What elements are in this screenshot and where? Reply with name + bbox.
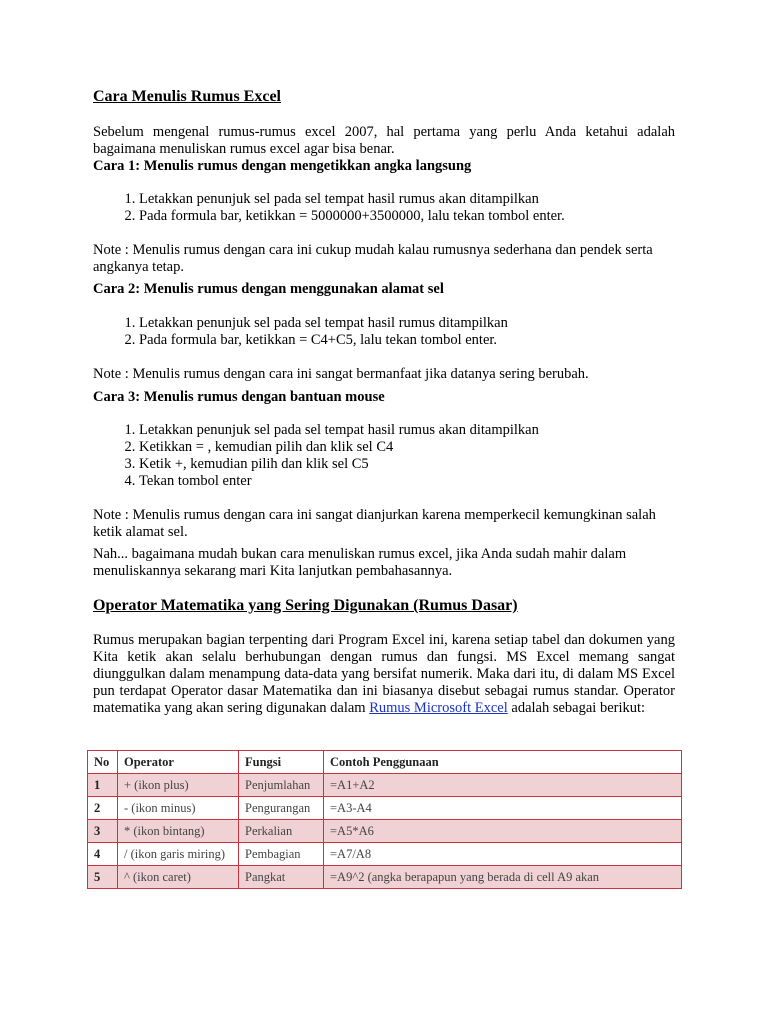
header-operator: Operator bbox=[118, 751, 239, 774]
operator-table bbox=[87, 750, 682, 889]
cara2-heading: Cara 2: Menulis rumus dengan menggunakan alamat sel bbox=[93, 281, 444, 297]
section2-heading-block bbox=[93, 597, 675, 615]
cara3-note: Note : Menulis rumus dengan cara ini sangat dianjurkan karena memperkecil kemungkinan salah ketik alamat sel. bbox=[93, 507, 656, 540]
list-item: 1. Letakkan penunjuk sel pada sel tempat hasil rumus akan ditampilkan bbox=[139, 191, 675, 208]
cell-operator: + (ikon plus) bbox=[118, 774, 239, 797]
cara1-heading: Cara 1: Menulis rumus dengan mengetikkan angka langsung bbox=[93, 158, 472, 174]
table-row bbox=[88, 866, 682, 889]
cara2-steps bbox=[93, 315, 675, 349]
cell-fungsi: Pengurangan bbox=[239, 797, 324, 820]
cell-contoh: =A7/A8 bbox=[324, 843, 682, 866]
header-no: No bbox=[88, 751, 118, 774]
table-row bbox=[88, 820, 682, 843]
cell-contoh: =A9^2 (angka berapapun yang berada di cell A9 akan bbox=[324, 866, 682, 889]
cara1-note-block bbox=[93, 242, 675, 276]
table-header-row bbox=[88, 751, 682, 774]
cell-no: 2 bbox=[88, 797, 118, 820]
cell-no: 1 bbox=[88, 774, 118, 797]
cara3-block bbox=[93, 389, 675, 406]
cara1-steps bbox=[93, 191, 675, 225]
cara2-block bbox=[93, 281, 675, 298]
list-item: 2. Ketikkan = , kemudian pilih dan klik sel C4 bbox=[139, 439, 675, 456]
cell-fungsi: Pembagian bbox=[239, 843, 324, 866]
cell-fungsi: Penjumlahan bbox=[239, 774, 324, 797]
section2-body bbox=[93, 632, 675, 717]
cell-no: 4 bbox=[88, 843, 118, 866]
intro-block bbox=[93, 124, 675, 175]
closing-paragraph: Nah... bagaimana mudah bukan cara menuliskan rumus excel, jika Anda sudah mahir dalam menuliskannya sekarang mari Kita lanjutkan pembahasannya. bbox=[93, 546, 627, 579]
section2-paragraph bbox=[93, 632, 675, 717]
cell-no: 5 bbox=[88, 866, 118, 889]
section2-text-before-link: Rumus merupakan bagian terpenting dari Program Excel ini, karena setiap tabel dan dokumen yang Kita ketik akan selalu berhubungan dengan rumus dan fungsi. MS Excel memang sangat diunggulkan dalam menampung data-data yang bersifat numerik. Maka dari itu, di dalam MS Excel pun terdapat Operator dasar Matematika dan ini biasanya disebut sebagai rumus standar. Operator matematika yang akan sering digunakan dalam bbox=[93, 632, 675, 716]
table-row bbox=[88, 797, 682, 820]
section2-text-after-link: adalah sebagai berikut: bbox=[507, 700, 646, 716]
cara2-note: Note : Menulis rumus dengan cara ini sangat bermanfaat jika datanya sering berubah. bbox=[93, 366, 589, 382]
cara3-note-block bbox=[93, 507, 675, 541]
cell-contoh: =A1+A2 bbox=[324, 774, 682, 797]
cell-operator: / (ikon garis miring) bbox=[118, 843, 239, 866]
list-item: 2. Pada formula bar, ketikkan = C4+C5, lalu tekan tombol enter. bbox=[139, 332, 675, 349]
header-fungsi: Fungsi bbox=[239, 751, 324, 774]
cell-operator: * (ikon bintang) bbox=[118, 820, 239, 843]
table-row bbox=[88, 774, 682, 797]
header-contoh: Contoh Penggunaan bbox=[324, 751, 682, 774]
page-title: Cara Menulis Rumus Excel bbox=[93, 88, 281, 105]
cell-operator: ^ (ikon caret) bbox=[118, 866, 239, 889]
cell-contoh: =A5*A6 bbox=[324, 820, 682, 843]
cell-fungsi: Perkalian bbox=[239, 820, 324, 843]
list-item: 3. Ketik +, kemudian pilih dan klik sel C5 bbox=[139, 456, 675, 473]
section2-heading: Operator Matematika yang Sering Digunakan (Rumus Dasar) bbox=[93, 597, 518, 614]
list-item: 4. Tekan tombol enter bbox=[139, 473, 675, 490]
rumus-excel-link[interactable]: Rumus Microsoft Excel bbox=[369, 700, 508, 716]
cara2-note-block bbox=[93, 366, 675, 383]
intro-paragraph: Sebelum mengenal rumus-rumus excel 2007, hal pertama yang perlu Anda ketahui adalah bagaimana menuliskan rumus excel agar bisa benar. bbox=[93, 124, 675, 157]
cell-fungsi: Pangkat bbox=[239, 866, 324, 889]
cara3-heading: Cara 3: Menulis rumus dengan bantuan mouse bbox=[93, 389, 385, 405]
cara1-note: Note : Menulis rumus dengan cara ini cukup mudah kalau rumusnya sederhana dan pendek serta angkanya tetap. bbox=[93, 242, 653, 275]
cell-no: 3 bbox=[88, 820, 118, 843]
closing-block bbox=[93, 546, 675, 580]
table-row bbox=[88, 843, 682, 866]
list-item: 1. Letakkan penunjuk sel pada sel tempat hasil rumus ditampilkan bbox=[139, 315, 675, 332]
cell-contoh: =A3-A4 bbox=[324, 797, 682, 820]
cara3-steps bbox=[93, 422, 675, 490]
list-item: 2. Pada formula bar, ketikkan = 5000000+3500000, lalu tekan tombol enter. bbox=[139, 208, 675, 225]
cell-operator: - (ikon minus) bbox=[118, 797, 239, 820]
list-item: 1. Letakkan penunjuk sel pada sel tempat hasil rumus akan ditampilkan bbox=[139, 422, 675, 439]
